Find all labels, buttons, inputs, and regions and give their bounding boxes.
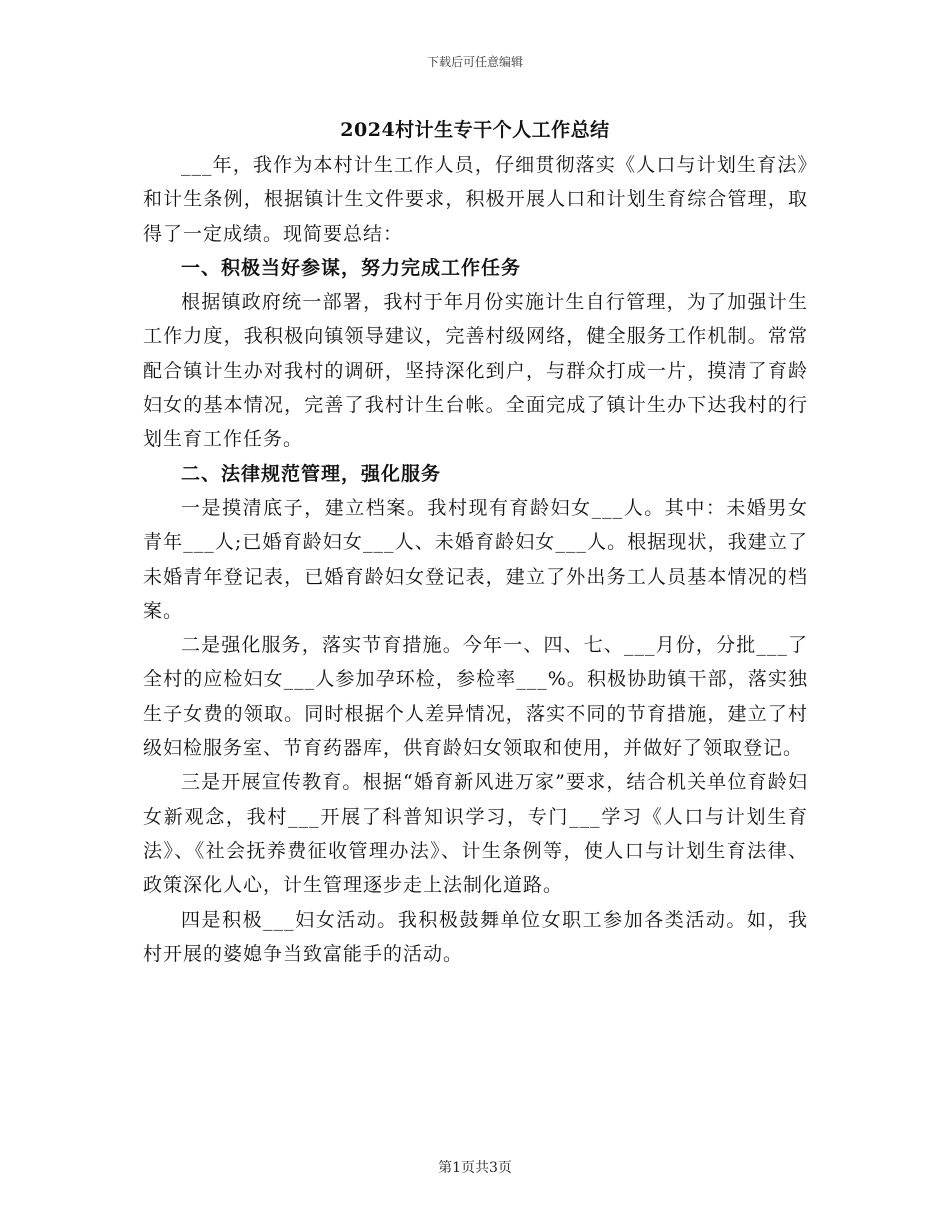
section1-paragraph: 根据镇政府统一部署，我村于年月份实施计生自行管理，为了加强计生工作力度，我积极向镇领导建议，完善村级网络，健全服务工作机制。常常配合镇计生办对我村的调研，坚持深化到户，与群众打成一片，摸清了育龄妇女的基本情况，完善了我村计生台帐。全面完成了镇计生办下达我村的行划生育工作任务。 [143,291,808,451]
intro-paragraph: ___年，我作为本村计生工作人员，仔细贯彻落实《人口与计划生育法》和计生条例，根据镇计生文件要求，积极开展人口和计划生育综合管理，取得了一定成绩。现简要总结： [143,154,808,245]
section2-paragraph-2: 二是强化服务，落实节育措施。今年一、四、七、___月份，分批___了全村的应检妇女___人参加孕环检，参检率___%。积极协助镇干部，落实独生子女费的领取。同时根据个人差异情况，落实不同的节育措施，建立了村级妇检服务室、节育药器库，供育龄妇女领取和使用，并做好了领取登记。 [143,634,808,760]
header-note: 下载后可任意编辑 [426,55,523,69]
section-heading-2: 二、法律规范管理，强化服务 [181,462,442,485]
section-heading-1: 一、积极当好参谋，努力完成工作任务 [181,256,522,279]
section2-paragraph-3: 三是开展宣传教育。根据“婚育新风进万家”要求，结合机关单位育龄妇女新观念，我村___开展了科普知识学习，专门___学习《人口与计划生育法》、《社会抚养费征收管理办法》、计生条例等，使人口与计划生育法律、政策深化人心，计生管理逐步走上法制化道路。 [143,771,808,897]
section2-paragraph-4: 四是积极___妇女活动。我积极鼓舞单位女职工参加各类活动。如，我村开展的婆媳争当致富能手的活动。 [143,908,808,965]
document-body [143,148,808,971]
page-number: 第1页共3页 [438,1160,512,1176]
document-title: 2024村计生专干个人工作总结 [340,119,610,141]
section2-paragraph-1: 一是摸清底子，建立档案。我村现有育龄妇女___人。其中：未婚男女青年___人;已婚育龄妇女___人、未婚育龄妇女___人。根据现状，我建立了未婚青年登记表，已婚育龄妇女登记表，建立了外出务工人员基本情况的档案。 [143,496,808,622]
